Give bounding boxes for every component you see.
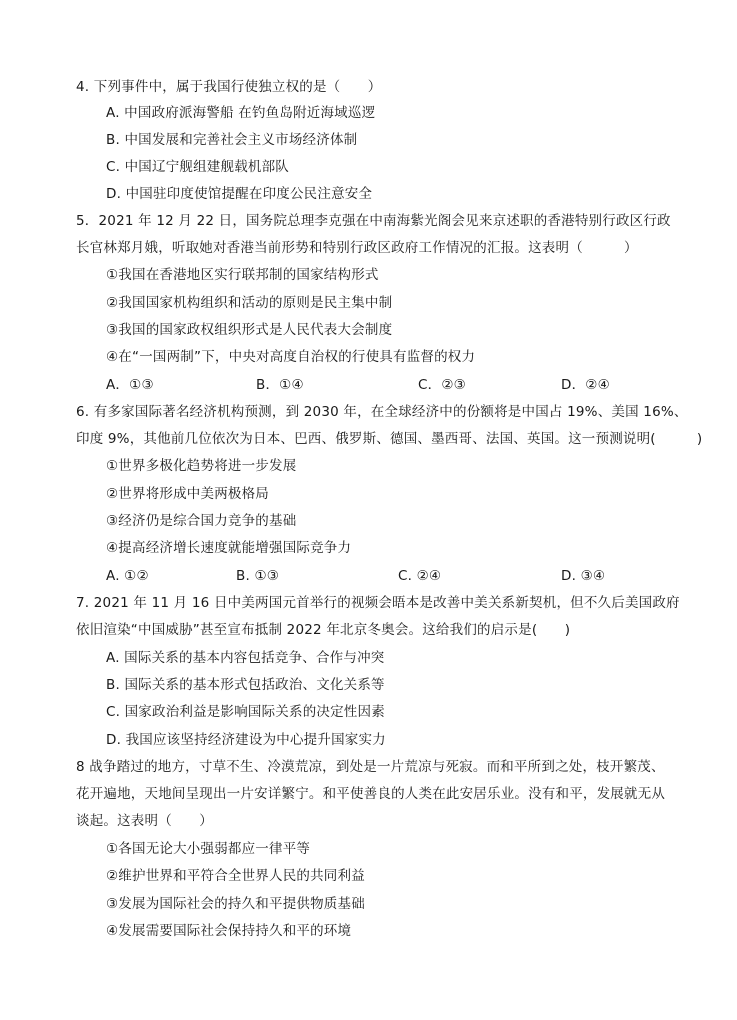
question-5-item-3: ③我国的国家政权组织形式是人民代表大会制度	[106, 322, 393, 338]
question-6-stem-line-2: 印度 9%，其他前几位依次为日本、巴西、俄罗斯、德国、墨西哥、法国、英国。这一预测说明( )	[76, 431, 703, 447]
question-5-stem-line-1: 5．2021 年 12 月 22 日，国务院总理李克强在中南海紫光阁会见来京述职的香港特别行政区行政	[76, 213, 671, 229]
question-7-option-b: B. 国际关系的基本形式包括政治、文化关系等	[106, 677, 385, 693]
question-7-stem-line-2: 依旧渲染“中国威胁”甚至宣布抵制 2022 年北京冬奥会。这给我们的启示是( )	[76, 622, 571, 638]
question-7-option-d: D. 我国应该坚持经济建设为中心提升国家实力	[106, 732, 386, 748]
question-8-item-2: ②维护世界和平符合全世界人民的共同利益	[106, 868, 365, 884]
question-6-item-1: ①世界多极化趋势将进一步发展	[106, 458, 297, 474]
question-5-item-2: ②我国国家机构组织和活动的原则是民主集中制	[106, 295, 393, 311]
question-8-item-3: ③发展为国际社会的持久和平提供物质基础	[106, 896, 365, 912]
question-7-option-a: A. 国际关系的基本内容包括竞争、合作与冲突	[106, 650, 385, 666]
question-5-item-4: ④在“一国两制”下，中央对高度自治权的行使具有监督的权力	[106, 349, 476, 365]
question-5-stem-line-2: 长官林郑月娥，听取她对香港当前形势和特别行政区政府工作情况的汇报。这表明（ ）	[76, 240, 638, 256]
question-8-item-1: ①各国无论大小强弱都应一律平等	[106, 841, 311, 857]
question-6-item-3: ③经济仍是综合国力竞争的基础	[106, 513, 297, 529]
question-6-item-2: ②世界将形成中美两极格局	[106, 486, 270, 502]
question-6-item-4: ④提高经济增长速度就能增强国际竞争力	[106, 540, 352, 556]
question-6-choice-a: A. ①②	[106, 568, 149, 584]
question-7-option-c: C. 国家政治利益是影响国际关系的决定性因素	[106, 704, 385, 720]
question-7-stem-line-1: 7. 2021 年 11 月 16 日中美两国元首举行的视频会晤本是改善中美关系新契机，但不久后美国政府	[76, 595, 680, 611]
question-4-stem: 4. 下列事件中，属于我国行使独立权的是（ ）	[76, 79, 382, 95]
question-8-stem-line-3: 谈起。这表明（ ）	[76, 813, 213, 829]
question-5-choice-a: A．①③	[106, 377, 154, 393]
question-4-option-d: D. 中国驻印度使馆提醒在印度公民注意安全	[106, 186, 373, 202]
question-4-option-c: C. 中国辽宁舰组建舰载机部队	[106, 159, 290, 175]
question-8-stem-line-1: 8 战争踏过的地方，寸草不生、冷漠荒凉，到处是一片荒凉与死寂。而和平所到之处，枝开繁茂、	[76, 759, 665, 775]
question-8-item-4: ④发展需要国际社会保持持久和平的环境	[106, 923, 352, 939]
question-6-choice-b: B. ①③	[236, 568, 280, 584]
question-4-option-b: B. 中国发展和完善社会主义市场经济体制	[106, 132, 358, 148]
question-6-choice-c: C. ②④	[398, 568, 442, 584]
question-6-stem-line-1: 6. 有多家国际著名经济机构预测，到 2030 年，在全球经济中的份额将是中国占 19%、美国 16%、	[76, 404, 688, 420]
question-5-choice-d: D．②④	[561, 377, 610, 393]
question-5-choice-b: B．①④	[256, 377, 304, 393]
question-8-stem-line-2: 花开遍地，天地间呈现出一片安详繁宁。和平使善良的人类在此安居乐业。没有和平，发展就无从	[76, 786, 666, 802]
question-5-item-1: ①我国在香港地区实行联邦制的国家结构形式	[106, 267, 379, 283]
question-4-option-a: A. 中国政府派海警船 在钓鱼岛附近海域巡逻	[106, 105, 376, 121]
question-6-choice-d: D. ③④	[561, 568, 606, 584]
question-5-choice-c: C．②③	[418, 377, 466, 393]
